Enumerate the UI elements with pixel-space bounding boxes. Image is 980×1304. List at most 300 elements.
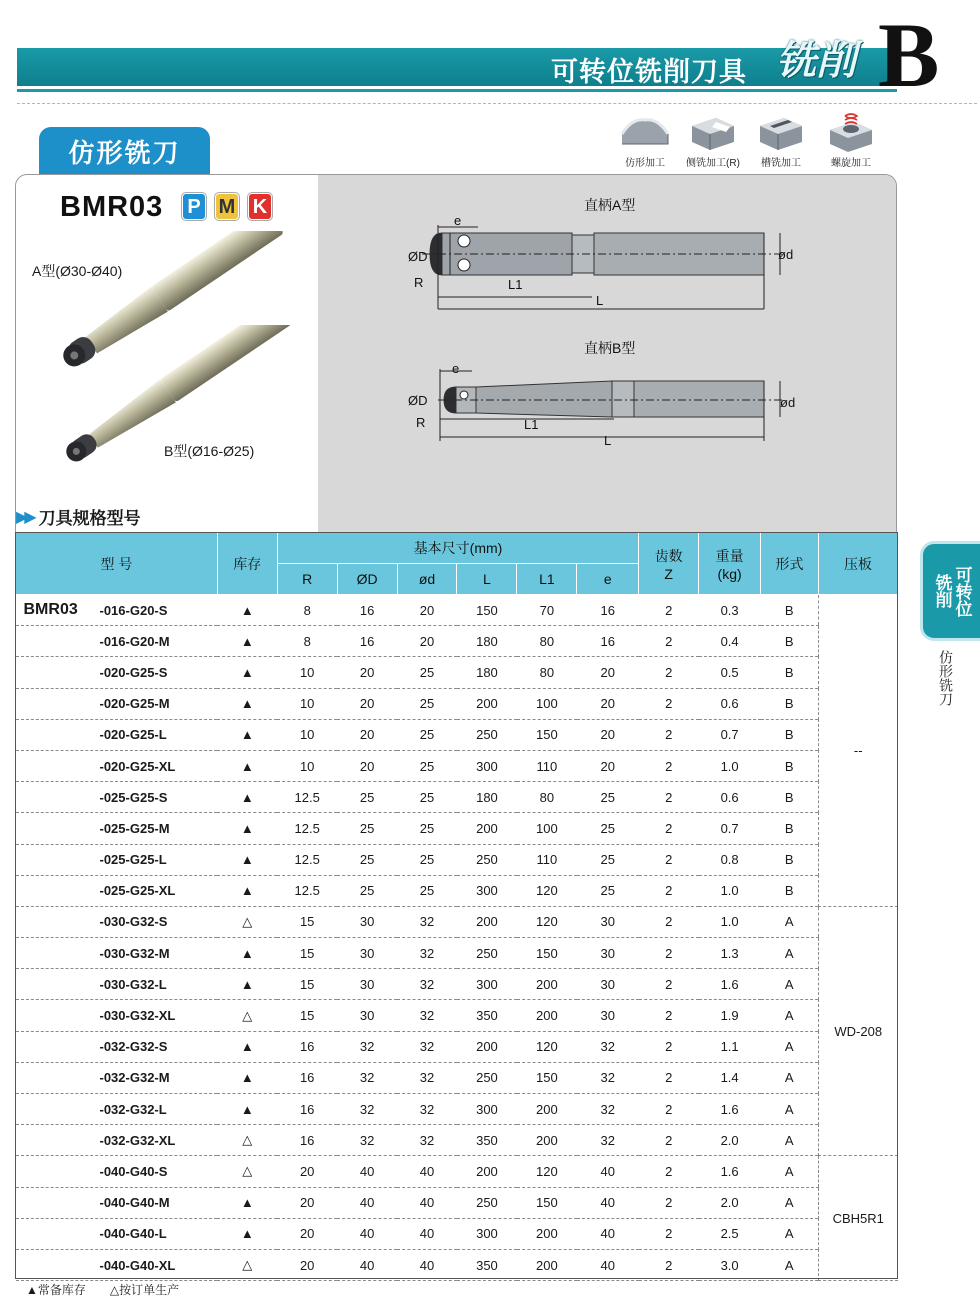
- cell-stock: ▲: [217, 1094, 277, 1125]
- cell-value: 200: [457, 906, 517, 937]
- cell-value: 2: [639, 1125, 699, 1156]
- divider: [17, 103, 977, 104]
- cell-value: 70: [517, 595, 577, 626]
- cell-value: 150: [517, 1062, 577, 1093]
- cell-stock: ▲: [217, 969, 277, 1000]
- table-row: [16, 875, 898, 906]
- cell-value: 15: [277, 1000, 337, 1031]
- spec-table: [15, 532, 898, 1281]
- dim-D-a: ØD: [408, 249, 428, 264]
- table-row: [16, 688, 898, 719]
- table-row: [16, 1062, 898, 1093]
- cell-value: A: [761, 969, 819, 1000]
- cell-value: 200: [517, 969, 577, 1000]
- cell-value: 15: [277, 969, 337, 1000]
- cell-value: 150: [517, 719, 577, 750]
- cell-value: 2: [639, 750, 699, 781]
- cell-stock: ▲: [217, 595, 277, 626]
- cell-value: 32: [397, 906, 457, 937]
- cell-model: -030-G32-S: [16, 906, 218, 937]
- cell-value: 30: [337, 938, 397, 969]
- cell-value: 16: [577, 595, 639, 626]
- cell-stock: △: [217, 1000, 277, 1031]
- side-tab-line1: 可转位: [952, 565, 972, 617]
- cell-value: 40: [337, 1218, 397, 1249]
- cell-value: 25: [337, 844, 397, 875]
- cell-value: 120: [517, 1031, 577, 1062]
- cell-value: 2: [639, 1218, 699, 1249]
- process-profile: 仿形加工: [612, 112, 678, 170]
- table-row: [16, 1249, 898, 1280]
- cell-value: 150: [457, 595, 517, 626]
- cell-model: -032-G32-M: [16, 1062, 218, 1093]
- cell-value: 32: [577, 1094, 639, 1125]
- cell-value: 20: [337, 688, 397, 719]
- cell-value: 180: [457, 657, 517, 688]
- cell-model: -040-G40-S: [16, 1156, 218, 1187]
- cell-value: 32: [397, 1062, 457, 1093]
- cell-value: 150: [517, 1187, 577, 1218]
- cell-value: 32: [397, 1094, 457, 1125]
- cell-value: 10: [277, 750, 337, 781]
- cell-value: 12.5: [277, 844, 337, 875]
- cell-stock: △: [217, 1125, 277, 1156]
- cell-value: 1.0: [699, 875, 761, 906]
- cell-stock: △: [217, 1156, 277, 1187]
- cell-model: -032-G32-S: [16, 1031, 218, 1062]
- table-row: [16, 657, 898, 688]
- cell-value: 30: [577, 906, 639, 937]
- cell-value: 32: [337, 1062, 397, 1093]
- cell-value: 250: [457, 844, 517, 875]
- material-badge-k: K: [248, 193, 272, 220]
- cell-value: 32: [397, 1125, 457, 1156]
- cell-value: 2: [639, 1000, 699, 1031]
- category-title: 可转位铣削刀具: [551, 57, 747, 87]
- cell-value: 10: [277, 688, 337, 719]
- side-milling-icon: [686, 112, 740, 152]
- cell-value: 12.5: [277, 782, 337, 813]
- cell-model: -016-G20-M: [16, 626, 218, 657]
- cell-value: 2.5: [699, 1218, 761, 1249]
- cell-value: A: [761, 1062, 819, 1093]
- cell-value: 1.4: [699, 1062, 761, 1093]
- cell-value: 20: [577, 750, 639, 781]
- cell-value: 16: [577, 626, 639, 657]
- cell-value: 40: [337, 1249, 397, 1280]
- cell-model: -025-G25-M: [16, 813, 218, 844]
- col-L1: L1: [517, 564, 577, 595]
- cell-value: 20: [577, 657, 639, 688]
- cell-value: 0.6: [699, 782, 761, 813]
- cell-model: -032-G32-XL: [16, 1125, 218, 1156]
- cell-model: -020-G25-L: [16, 719, 218, 750]
- section-title: 仿形铣刀: [39, 127, 210, 175]
- cell-stock: ▲: [217, 688, 277, 719]
- cell-value: 0.7: [699, 813, 761, 844]
- cell-value: 15: [277, 938, 337, 969]
- dim-d-a: ød: [778, 247, 794, 262]
- cell-value: A: [761, 1218, 819, 1249]
- cell-value: 2: [639, 1031, 699, 1062]
- dim-e-a: e: [454, 213, 462, 228]
- cell-value: 15: [277, 906, 337, 937]
- cell-value: 32: [577, 1125, 639, 1156]
- table-row: [16, 1187, 898, 1218]
- drawing-b-title: 直柄B型: [584, 340, 636, 356]
- cell-value: 8: [277, 595, 337, 626]
- cell-value: 16: [277, 1062, 337, 1093]
- cell-model: -030-G32-M: [16, 938, 218, 969]
- table-row: [16, 595, 898, 626]
- cell-model: -025-G25-L: [16, 844, 218, 875]
- cell-value: 40: [397, 1218, 457, 1249]
- cell-stock: ▲: [217, 750, 277, 781]
- cell-model: -040-G40-XL: [16, 1249, 218, 1280]
- cell-value: 300: [457, 875, 517, 906]
- cell-value: 40: [577, 1187, 639, 1218]
- cell-value: 12.5: [277, 813, 337, 844]
- cell-plate: WD-208: [818, 906, 897, 1156]
- cell-value: 12.5: [277, 875, 337, 906]
- cell-value: 1.0: [699, 906, 761, 937]
- cell-value: 2: [639, 719, 699, 750]
- cell-stock: ▲: [217, 657, 277, 688]
- cell-stock: ▲: [217, 1031, 277, 1062]
- cell-value: B: [761, 688, 819, 719]
- cell-value: 40: [337, 1156, 397, 1187]
- cell-value: 8: [277, 626, 337, 657]
- cell-value: 200: [517, 1218, 577, 1249]
- cell-model: -030-G32-XL: [16, 1000, 218, 1031]
- cell-plate: CBH5R1: [818, 1156, 897, 1281]
- col-basic-size: 基本尺寸(mm): [277, 533, 639, 564]
- cell-value: 110: [517, 750, 577, 781]
- cell-model: -020-G25-XL: [16, 750, 218, 781]
- cell-value: 16: [337, 626, 397, 657]
- cell-value: 250: [457, 938, 517, 969]
- cell-model: -030-G32-L: [16, 969, 218, 1000]
- cell-value: 20: [577, 719, 639, 750]
- cell-value: 0.4: [699, 626, 761, 657]
- col-model: 型 号: [16, 533, 218, 595]
- cell-value: 25: [337, 813, 397, 844]
- dim-L1-b: L1: [524, 417, 539, 432]
- cell-value: 1.9: [699, 1000, 761, 1031]
- cell-value: 200: [517, 1125, 577, 1156]
- cell-value: A: [761, 906, 819, 937]
- cell-value: 25: [337, 875, 397, 906]
- cell-value: 32: [577, 1031, 639, 1062]
- cell-model: -032-G32-L: [16, 1094, 218, 1125]
- cell-value: 20: [277, 1218, 337, 1249]
- col-R: R: [277, 564, 337, 595]
- col-d: ød: [397, 564, 457, 595]
- cell-value: 2: [639, 1062, 699, 1093]
- cell-value: 200: [517, 1249, 577, 1280]
- table-row: [16, 1125, 898, 1156]
- sub-category-title: 铣削: [776, 39, 856, 83]
- double-arrow-icon: ▶▶: [16, 508, 33, 526]
- cell-value: 32: [397, 1031, 457, 1062]
- cell-value: 16: [337, 595, 397, 626]
- cell-value: 250: [457, 719, 517, 750]
- cell-value: 2: [639, 1094, 699, 1125]
- cell-stock: ▲: [217, 782, 277, 813]
- cell-stock: ▲: [217, 844, 277, 875]
- cell-value: 25: [397, 719, 457, 750]
- cell-value: 32: [397, 1000, 457, 1031]
- cell-stock: △: [217, 906, 277, 937]
- legend: [26, 1281, 179, 1298]
- cell-value: 25: [397, 875, 457, 906]
- cell-value: 300: [457, 750, 517, 781]
- cell-value: 25: [397, 657, 457, 688]
- cell-value: 200: [457, 1031, 517, 1062]
- cell-value: 2: [639, 595, 699, 626]
- cell-value: 1.1: [699, 1031, 761, 1062]
- cell-model: -040-G40-M: [16, 1187, 218, 1218]
- cell-value: 25: [577, 875, 639, 906]
- side-sub-label: 仿形铣刀: [938, 650, 954, 706]
- cell-value: 180: [457, 782, 517, 813]
- cell-value: 2: [639, 938, 699, 969]
- cell-value: 25: [397, 844, 457, 875]
- cell-value: 80: [517, 626, 577, 657]
- cell-value: 110: [517, 844, 577, 875]
- cell-value: B: [761, 626, 819, 657]
- cell-model: BMR03 -016-G20-S: [16, 595, 218, 626]
- cell-value: 20: [277, 1156, 337, 1187]
- cell-value: 30: [577, 1000, 639, 1031]
- cell-value: A: [761, 1125, 819, 1156]
- cell-value: B: [761, 719, 819, 750]
- cell-value: B: [761, 813, 819, 844]
- cell-value: A: [761, 1249, 819, 1280]
- cell-value: 30: [577, 969, 639, 1000]
- table-row: [16, 750, 898, 781]
- cell-value: A: [761, 1187, 819, 1218]
- legend-order: △按订单生产: [109, 1283, 180, 1297]
- tool-photo-b: [36, 325, 316, 485]
- cell-value: 0.6: [699, 688, 761, 719]
- cell-value: 1.6: [699, 969, 761, 1000]
- product-model: BMR03: [60, 191, 164, 223]
- cell-value: 300: [457, 1094, 517, 1125]
- cell-value: 200: [457, 1156, 517, 1187]
- col-plate: 压板: [818, 533, 897, 595]
- cell-value: 0.5: [699, 657, 761, 688]
- cell-value: 16: [277, 1031, 337, 1062]
- cell-value: 350: [457, 1000, 517, 1031]
- cell-value: 32: [337, 1125, 397, 1156]
- cell-value: 120: [517, 1156, 577, 1187]
- col-weight: 重量 (kg): [699, 533, 761, 595]
- cell-value: 2: [639, 906, 699, 937]
- cell-value: A: [761, 1094, 819, 1125]
- type-b-label: B型(Ø16-Ø25): [164, 443, 255, 459]
- cell-value: 120: [517, 906, 577, 937]
- cell-value: 2: [639, 626, 699, 657]
- cell-value: 30: [337, 969, 397, 1000]
- spec-table-body: [16, 595, 898, 1281]
- cell-value: 20: [397, 626, 457, 657]
- cell-value: 40: [577, 1249, 639, 1280]
- cell-stock: △: [217, 1249, 277, 1280]
- product-panel: [15, 174, 897, 534]
- cell-value: 0.7: [699, 719, 761, 750]
- material-badge-m: M: [215, 193, 239, 220]
- cell-value: 20: [397, 595, 457, 626]
- cell-value: 2: [639, 1249, 699, 1280]
- family-label: BMR03: [23, 600, 78, 618]
- cell-value: 100: [517, 813, 577, 844]
- cell-stock: ▲: [217, 1187, 277, 1218]
- process-side: 侧铣加工(R): [680, 112, 746, 170]
- cell-value: 20: [337, 719, 397, 750]
- side-tab[interactable]: [920, 541, 980, 641]
- col-form: 形式: [761, 533, 819, 595]
- cell-stock: ▲: [217, 719, 277, 750]
- cell-value: 20: [337, 657, 397, 688]
- cell-value: 150: [517, 938, 577, 969]
- cell-value: 40: [397, 1156, 457, 1187]
- cell-value: 20: [577, 688, 639, 719]
- table-row: [16, 1156, 898, 1187]
- dim-L-a: L: [596, 293, 604, 308]
- dim-L-b: L: [604, 433, 612, 448]
- cell-value: 2.0: [699, 1187, 761, 1218]
- cell-value: 40: [577, 1218, 639, 1249]
- cell-value: A: [761, 938, 819, 969]
- cell-plate: --: [818, 595, 897, 907]
- cell-value: 25: [397, 782, 457, 813]
- cell-model: -025-G25-S: [16, 782, 218, 813]
- table-row: [16, 938, 898, 969]
- cell-value: 32: [337, 1094, 397, 1125]
- dim-L1-a: L1: [508, 277, 523, 292]
- cell-value: 350: [457, 1125, 517, 1156]
- legend-stock: ▲常备库存: [26, 1283, 86, 1297]
- cell-value: B: [761, 782, 819, 813]
- cell-value: 100: [517, 688, 577, 719]
- cell-stock: ▲: [217, 938, 277, 969]
- cell-value: 0.3: [699, 595, 761, 626]
- cell-stock: ▲: [217, 626, 277, 657]
- dim-D-b: ØD: [408, 393, 428, 408]
- cell-value: B: [761, 750, 819, 781]
- spec-section-title: ▶▶ 刀具规格型号: [16, 508, 141, 528]
- cell-value: 2: [639, 657, 699, 688]
- cell-value: 2: [639, 688, 699, 719]
- col-e: e: [577, 564, 639, 595]
- cell-value: A: [761, 1031, 819, 1062]
- cell-value: 25: [577, 844, 639, 875]
- cell-value: B: [761, 844, 819, 875]
- cell-value: 80: [517, 657, 577, 688]
- cell-value: 30: [337, 906, 397, 937]
- dim-d-b: ød: [780, 395, 796, 410]
- cell-value: 40: [397, 1187, 457, 1218]
- cell-value: 20: [277, 1187, 337, 1218]
- cell-value: 32: [577, 1062, 639, 1093]
- cell-value: 300: [457, 1218, 517, 1249]
- table-row: [16, 1218, 898, 1249]
- process-helical: 螺旋加工: [818, 112, 884, 170]
- type-a-label: A型(Ø30-Ø40): [32, 263, 123, 279]
- cell-value: 2: [639, 782, 699, 813]
- cell-value: 10: [277, 719, 337, 750]
- table-row: [16, 969, 898, 1000]
- table-row: [16, 782, 898, 813]
- cell-value: 32: [397, 938, 457, 969]
- cell-value: 20: [277, 1249, 337, 1280]
- cell-value: 80: [517, 782, 577, 813]
- process-slot: 槽铣加工: [748, 112, 814, 170]
- material-badge-p: P: [182, 193, 206, 220]
- side-tab-line2: 铣削: [932, 574, 952, 608]
- cell-value: 40: [397, 1249, 457, 1280]
- cell-value: 350: [457, 1249, 517, 1280]
- cell-value: 2: [639, 969, 699, 1000]
- cell-value: 32: [337, 1031, 397, 1062]
- cell-value: 2: [639, 1187, 699, 1218]
- cell-value: 250: [457, 1187, 517, 1218]
- chapter-letter: B: [878, 4, 940, 106]
- cell-value: 40: [337, 1187, 397, 1218]
- table-row: [16, 844, 898, 875]
- cell-value: 30: [337, 1000, 397, 1031]
- cell-value: 120: [517, 875, 577, 906]
- table-row: [16, 626, 898, 657]
- cell-value: 2.0: [699, 1125, 761, 1156]
- drawing-b: [402, 361, 802, 461]
- cell-value: 200: [517, 1000, 577, 1031]
- cell-stock: ▲: [217, 875, 277, 906]
- cell-stock: ▲: [217, 813, 277, 844]
- table-row: [16, 813, 898, 844]
- cell-value: 2: [639, 844, 699, 875]
- dim-R-b: R: [416, 415, 426, 430]
- cell-value: 200: [457, 688, 517, 719]
- header-band: [17, 48, 897, 86]
- cell-stock: ▲: [217, 1062, 277, 1093]
- cell-value: 25: [577, 782, 639, 813]
- col-stock: 库存: [217, 533, 277, 595]
- cell-value: 16: [277, 1094, 337, 1125]
- cell-value: 2: [639, 813, 699, 844]
- cell-value: B: [761, 875, 819, 906]
- cell-value: A: [761, 1000, 819, 1031]
- cell-value: 2: [639, 875, 699, 906]
- cell-value: 16: [277, 1125, 337, 1156]
- cell-stock: ▲: [217, 1218, 277, 1249]
- col-D: ØD: [337, 564, 397, 595]
- dim-e-b: e: [452, 361, 460, 376]
- cell-value: 1.0: [699, 750, 761, 781]
- cell-value: 1.6: [699, 1094, 761, 1125]
- cell-value: B: [761, 595, 819, 626]
- cell-value: 2: [639, 1156, 699, 1187]
- cell-value: 25: [397, 688, 457, 719]
- cell-value: 30: [577, 938, 639, 969]
- cell-value: 32: [397, 969, 457, 1000]
- cell-value: 180: [457, 626, 517, 657]
- cell-value: 25: [397, 750, 457, 781]
- cell-value: 25: [577, 813, 639, 844]
- cell-value: 1.6: [699, 1156, 761, 1187]
- cell-model: -040-G40-L: [16, 1218, 218, 1249]
